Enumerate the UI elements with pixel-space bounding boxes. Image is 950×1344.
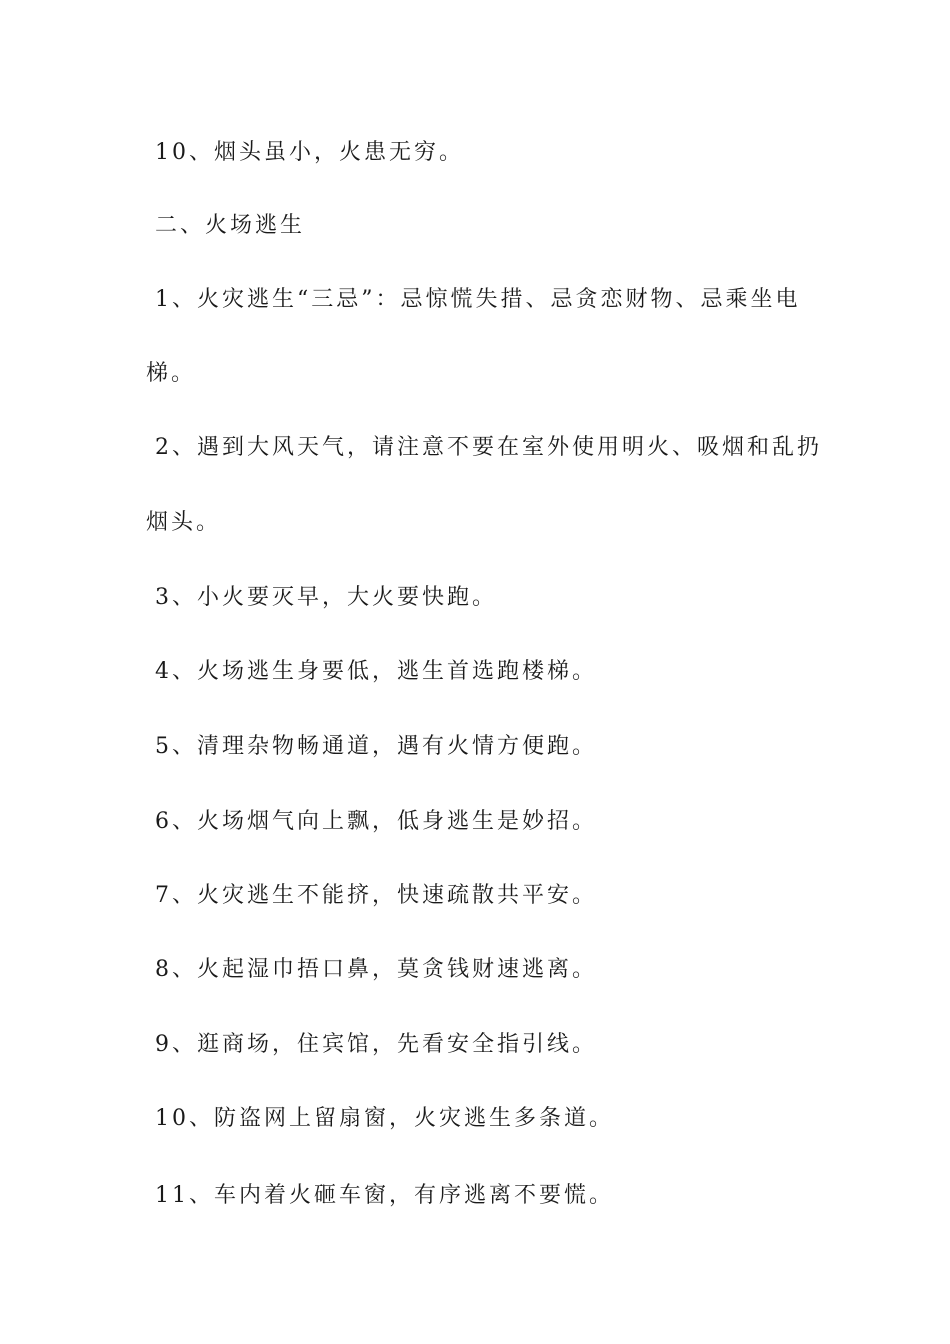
paragraph-line: 1、火灾逃生“三忌”：忌惊慌失措、忌贪恋财物、忌乘坐电 bbox=[155, 287, 801, 312]
paragraph-line: 9、逛商场，住宾馆，先看安全指引线。 bbox=[155, 1032, 597, 1057]
paragraph-line: 4、火场逃生身要低，逃生首选跑楼梯。 bbox=[155, 659, 597, 684]
paragraph-line: 11、车内着火砸车窗，有序逃离不要慌。 bbox=[155, 1183, 614, 1208]
paragraph-line-continued: 梯。 bbox=[146, 361, 197, 386]
paragraph-line: 8、火起湿巾捂口鼻，莫贪钱财速逃离。 bbox=[155, 957, 597, 982]
paragraph-line: 7、火灾逃生不能挤，快速疏散共平安。 bbox=[155, 883, 597, 908]
paragraph-line-continued: 烟头。 bbox=[146, 510, 222, 535]
paragraph-line: 10、防盗网上留扇窗，火灾逃生多条道。 bbox=[155, 1106, 614, 1131]
paragraph-line: 6、火场烟气向上飘，低身逃生是妙招。 bbox=[155, 809, 597, 834]
paragraph-line: 2、遇到大风天气，请注意不要在室外使用明火、吸烟和乱扔 bbox=[155, 435, 822, 460]
paragraph-line: 10、烟头虽小，火患无穷。 bbox=[155, 140, 464, 165]
paragraph-line: 3、小火要灭早，大火要快跑。 bbox=[155, 585, 497, 610]
paragraph-line: 5、清理杂物畅通道，遇有火情方便跑。 bbox=[155, 734, 597, 759]
section-heading: 二、火场逃生 bbox=[155, 213, 306, 238]
